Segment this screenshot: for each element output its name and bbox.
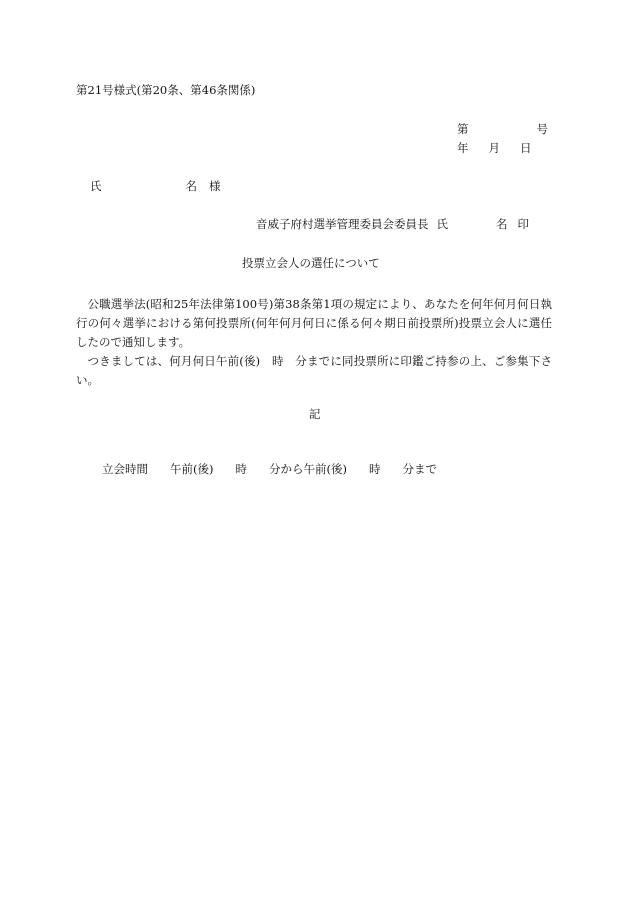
number-suffix: 号 [536, 122, 548, 136]
date-line [457, 143, 532, 155]
document-title: 投票立会人の選任について [242, 256, 380, 270]
document-number-line [457, 124, 548, 136]
from-minute: 分から [268, 462, 304, 476]
from-hour: 時 [235, 462, 247, 476]
addressee-shi: 氏 [90, 179, 102, 193]
addressee-line [90, 181, 221, 193]
addressee-mei: 名 [185, 179, 197, 193]
date-day: 日 [520, 141, 532, 155]
to-hour: 時 [368, 462, 381, 476]
body-paragraph-2: つきましては、何月何日午前(後) 時 分までに同投票所に印鑑ご持参の上、ご参集下さい。 [76, 354, 552, 387]
sender-mei: 名 [496, 217, 508, 231]
attendance-time-line [102, 464, 437, 476]
sender-shi: 氏 [436, 217, 448, 231]
form-number-header: 第21号様式(第20条、第46条関係) [76, 83, 256, 97]
attendance-label: 立会時間 [102, 462, 148, 476]
number-prefix: 第 [457, 122, 469, 136]
sender-seal: 印 [517, 217, 529, 231]
body-text [76, 295, 552, 390]
to-minute: 分まで [402, 462, 437, 476]
date-year: 年 [457, 141, 469, 155]
addressee-sama: 様 [209, 179, 221, 193]
date-month: 月 [488, 141, 500, 155]
to-ampm: 午前(後) [303, 462, 347, 476]
sender-title: 音威子府村選挙管理委員会委員長 [256, 217, 429, 231]
from-ampm: 午前(後) [170, 462, 214, 476]
ki-heading: 記 [309, 407, 321, 421]
body-paragraph-1: 公職選挙法(昭和25年法律第100号)第38条第1項の規定により、あなたを何年何月何日執行の何々選挙における第何投票所(何年何月何日に係る何々期日前投票所)投票立会人に選任したので通知します。 [76, 297, 552, 349]
sender-line [256, 219, 529, 231]
